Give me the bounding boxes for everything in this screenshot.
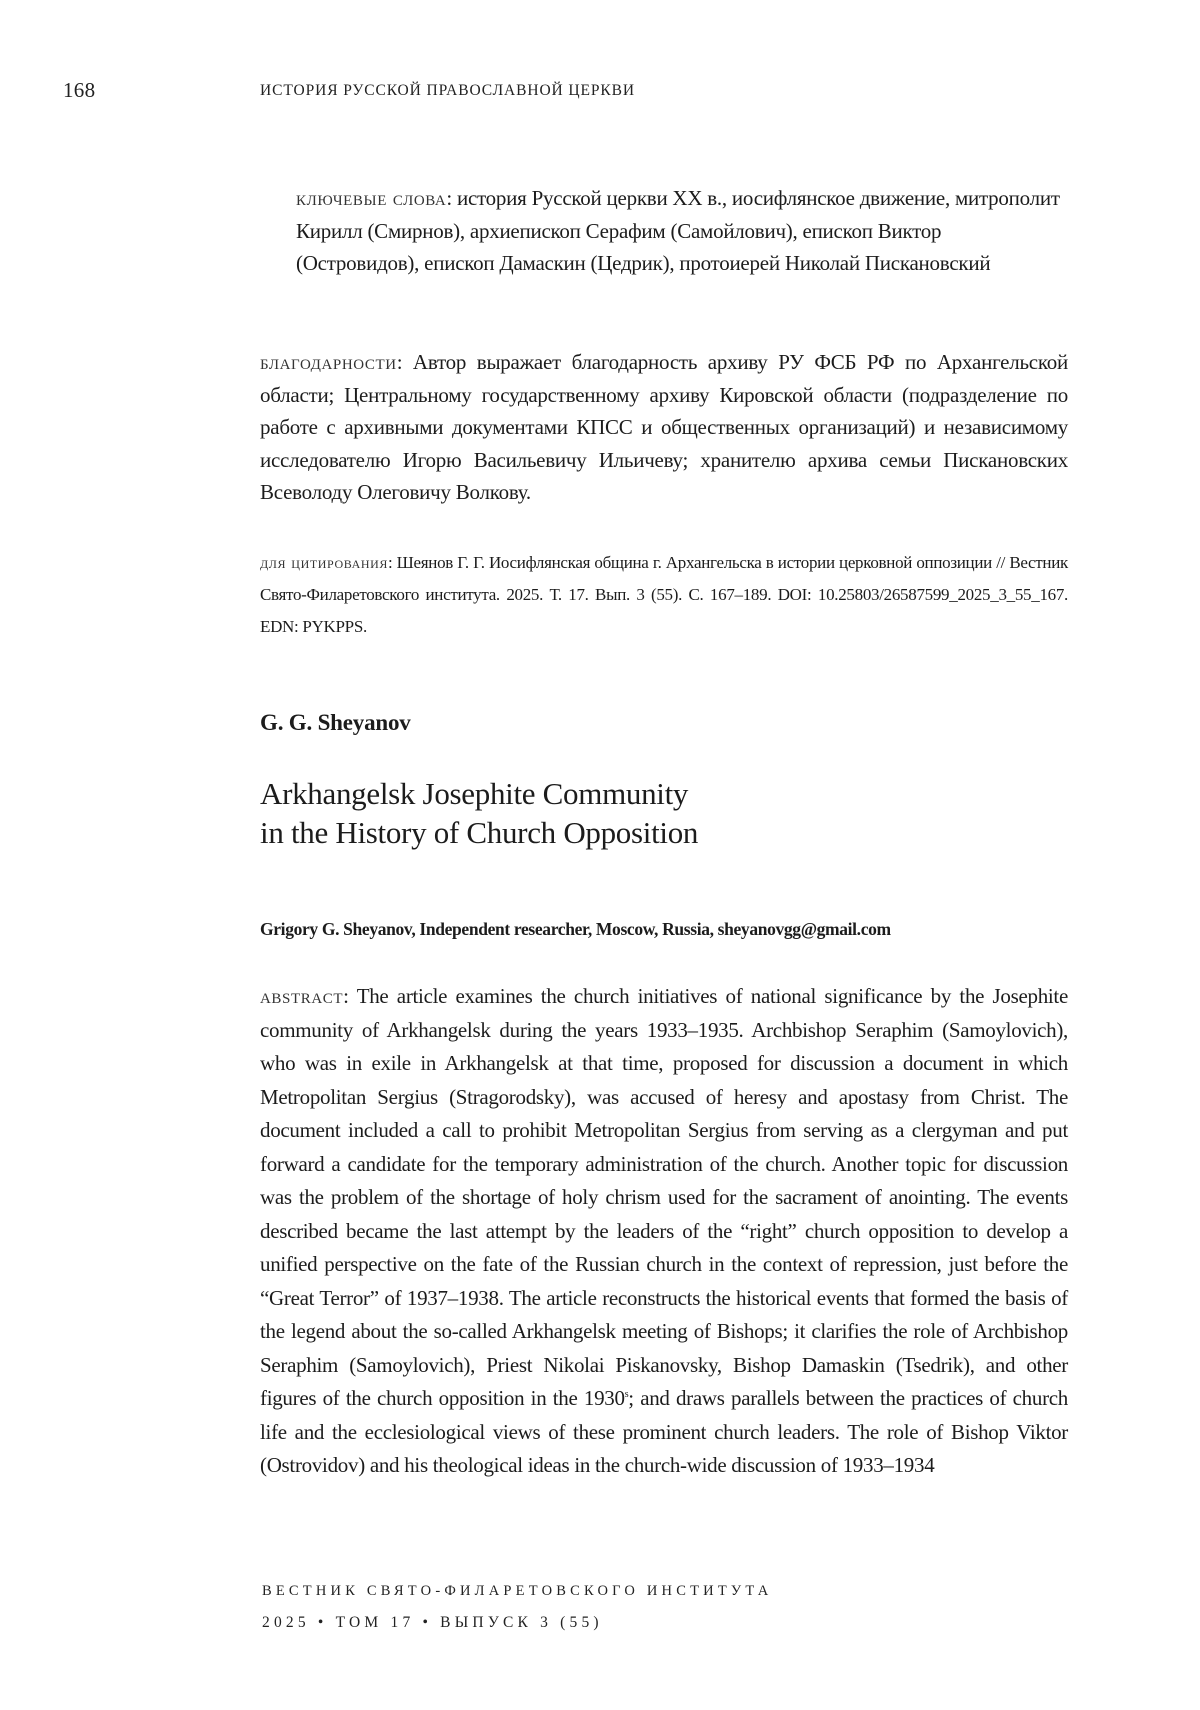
abstract-superscript: s — [624, 1389, 629, 1400]
keywords-label: ключевые слова — [296, 186, 447, 210]
author-affiliation: Grigory G. Sheyanov, Independent researcher, Moscow, Russia, sheyanovgg@gmail.com — [260, 919, 891, 939]
abstract-text-part-2: ; and draws parallels between the practices of church life and the ecclesiological views of these prominent church leaders. The role of Bishop Viktor (Ostrovidov) and his theological ideas in the church-wide discussion of 1933–1934 — [260, 1386, 1068, 1477]
running-head: ИСТОРИЯ РУССКОЙ ПРАВОСЛАВНОЙ ЦЕРКВИ — [260, 82, 635, 99]
citation-label: для цитирования — [260, 553, 388, 572]
footer-issue-info: 2025 • ТОМ 17 • ВЫПУСК 3 (55) — [262, 1614, 603, 1631]
article-title-line-1: Arkhangelsk Josephite Community — [260, 776, 689, 811]
citation-block — [260, 547, 1068, 643]
page-number: 168 — [63, 78, 96, 102]
keywords-colon: : — [446, 186, 457, 210]
acknowledgements-text: Автор выражает благодарность архиву РУ ФСБ РФ по Архангельской области; Центральному государственному архиву Кировской области (подразделение по работе с архивными документами КПСС и общественных организаций) и независимому исследователю Игорю Васильевичу Ильичеву; хранителю архива семьи Пискановских Всеволоду Олеговичу Волкову. — [260, 350, 1068, 504]
footer-journal-name: ВЕСТНИК СВЯТО-ФИЛАРЕТОВСКОГО ИНСТИТУТА — [262, 1583, 773, 1599]
article-title — [260, 774, 1060, 852]
acknowledgements-colon: : — [396, 350, 413, 374]
citation-colon: : — [387, 553, 397, 572]
citation-text: Шеянов Г. Г. Иосифлянская община г. Архангельска в истории церковной оппозиции // Вестник Свято-Филаретовского института. 2025. Т. 17. Вып. 3 (55). С. 167–189. DOI: 10.25803/26587599_2025_3_55_167. EDN: PYKPPS. — [260, 553, 1068, 636]
abstract-text-part-1: The article examines the church initiatives of national significance by the Josephite community of Arkhangelsk during the years 1933–1935. Archbishop Seraphim (Samoylovich), who was in exile in Arkhangelsk at that time, proposed for discussion a document in which Metropolitan Sergius (Stragorodsky), was accused of heresy and apostasy from Christ. The document included a call to prohibit Metropolitan Sergius from serving as a clergyman and put forward a candidate for the temporary administration of the church. Another topic for discussion was the problem of the shortage of holy chrism used for the sacrament of anointing. The events described became the last attempt by the leaders of the “right” church opposition to develop a unified perspective on the fate of the Russian church in the context of repression, just before the “Great Terror” of 1937–1938. The article reconstructs the historical events that formed the basis of the legend about the so-called Arkhangelsk meeting of Bishops; it clarifies the role of Archbishop Seraphim (Samoylovich), Priest Nikolai Piskanovsky, Bishop Damaskin (Tsedrik), and other figures of the church opposition in the 1930 — [260, 984, 1068, 1410]
keywords-block — [296, 182, 1066, 280]
article-title-line-2: in the History of Church Opposition — [260, 815, 699, 850]
abstract-label: abstract — [260, 984, 344, 1008]
abstract-colon: : — [343, 984, 357, 1008]
author-name: G. G. Sheyanov — [260, 710, 411, 735]
acknowledgements-block — [260, 346, 1068, 509]
acknowledgements-label: благодарности — [260, 350, 397, 374]
abstract-block — [260, 980, 1068, 1483]
keywords-text: история Русской церкви XX в., иосифлянское движение, митрополит Кирилл (Смирнов), архиепископ Серафим (Самойлович), епископ Виктор (Островидов), епископ Дамаскин (Цедрик), протоиерей Николай Пискановский — [296, 186, 1060, 275]
